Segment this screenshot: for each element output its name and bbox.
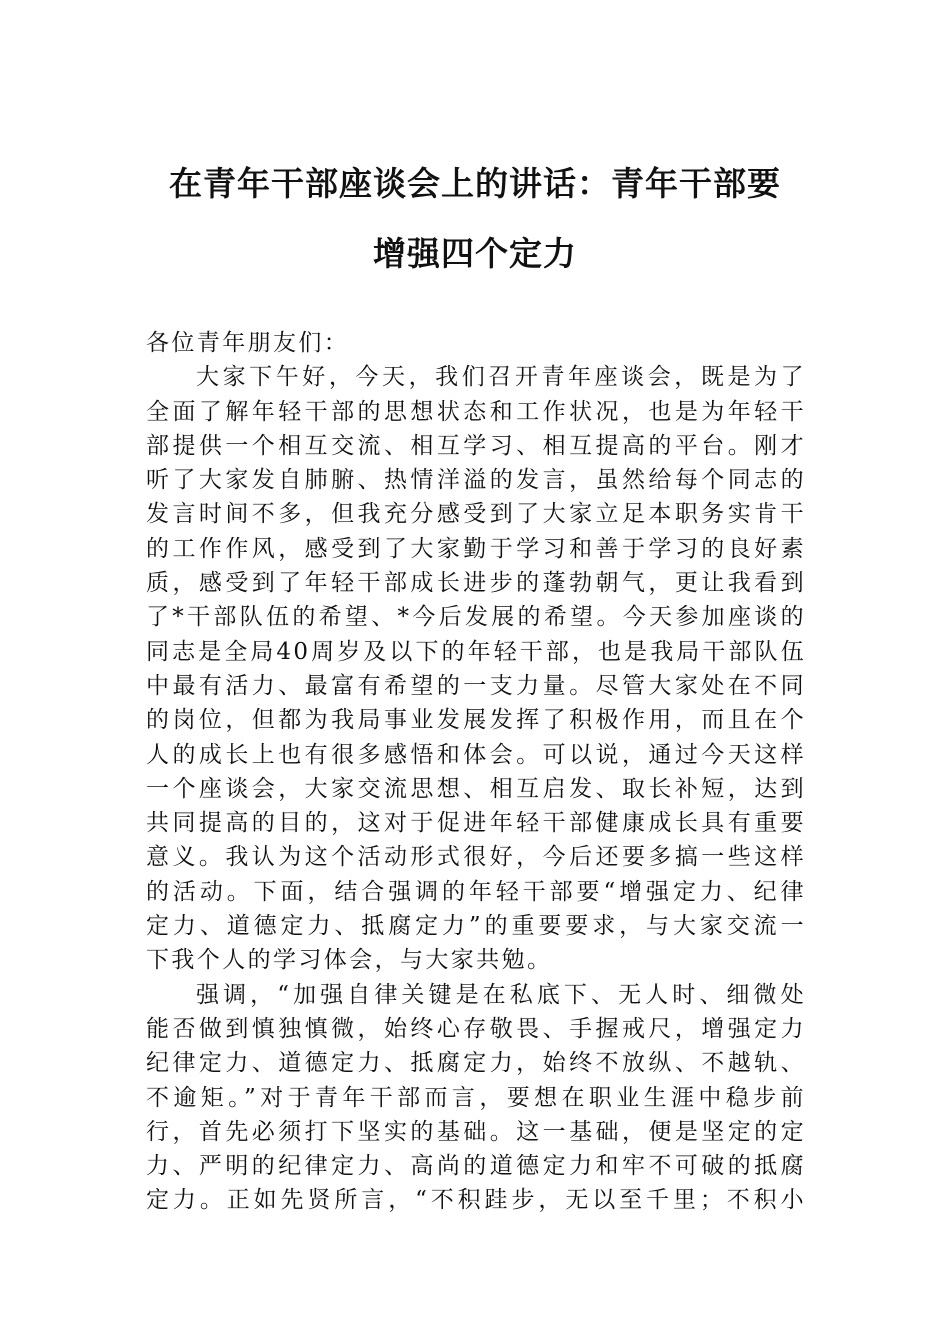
paragraph-line: 同志是全局40周岁及以下的年轻干部，也是我局干部队伍 [146, 638, 806, 665]
paragraph-line: 全面了解年轻干部的思想状态和工作状况，也是为年轻干 [146, 398, 806, 425]
paragraph-line: 中最有活力、最富有希望的一支力量。尽管大家处在不同 [146, 672, 806, 699]
paragraph-line: 不逾矩。”对于青年干部而言，要想在职业生涯中稳步前 [146, 1084, 806, 1111]
document-body [146, 326, 806, 1218]
paragraph-line: 质，感受到了年轻干部成长进步的蓬勃朝气，更让我看到 [146, 570, 806, 597]
paragraph-line: 人的成长上也有很多感悟和体会。可以说，通过今天这样 [146, 741, 806, 768]
paragraph-line: 力、严明的纪律定力、高尚的道德定力和牢不可破的抵腐 [146, 1153, 806, 1180]
paragraph-line: 部提供一个相互交流、相互学习、相互提高的平台。刚才 [146, 432, 806, 459]
paragraph-line: 大家下午好，今天，我们召开青年座谈会，既是为了 [196, 364, 806, 391]
paragraph-2 [146, 978, 806, 1218]
paragraph-line: 下我个人的学习体会，与大家共勉。 [146, 947, 553, 974]
paragraph-line: 能否做到慎独慎微，始终心存敬畏、手握戒尺，增强定力 [146, 1015, 806, 1042]
paragraph-line: 行，首先必须打下坚实的基础。这一基础，便是坚定的定 [146, 1118, 806, 1145]
paragraph-line: 共同提高的目的，这对于促进年轻干部健康成长具有重要 [146, 810, 806, 837]
document-title-line-1: 在青年干部座谈会上的讲话：青年干部要 [169, 164, 781, 203]
paragraph-line: 发言时间不多，但我充分感受到了大家立足本职务实肯干 [146, 501, 806, 528]
paragraph-line: 了*干部队伍的希望、*今后发展的希望。今天参加座谈的 [146, 604, 806, 631]
paragraph-line: 的活动。下面，结合强调的年轻干部要“增强定力、纪律 [146, 878, 806, 905]
paragraph-line: 听了大家发自肺腑、热情洋溢的发言，虽然给每个同志的 [146, 467, 806, 494]
paragraph-line: 意义。我认为这个活动形式很好，今后还要多搞一些这样 [146, 844, 806, 871]
paragraph-line: 纪律定力、道德定力、抵腐定力，始终不放纵、不越轨、 [146, 1050, 806, 1077]
paragraph-line: 定力。正如先贤所言，“不积跬步，无以至千里；不积小 [146, 1187, 806, 1214]
greeting: 各位青年朋友们： [146, 330, 350, 356]
paragraph-1 [146, 360, 806, 977]
paragraph-line: 强调，“加强自律关键是在私底下、无人时、细微处 [196, 981, 806, 1008]
paragraph-line: 的工作作风，感受到了大家勤于学习和善于学习的良好素 [146, 535, 806, 562]
paragraph-line: 定力、道德定力、抵腐定力”的重要要求，与大家交流一 [146, 913, 806, 940]
document-title-line-2: 增强四个定力 [373, 234, 577, 273]
paragraph-line: 的岗位，但都为我局事业发展发挥了积极作用，而且在个 [146, 707, 806, 734]
paragraph-line: 一个座谈会，大家交流思想、相互启发、取长补短，达到 [146, 775, 806, 802]
